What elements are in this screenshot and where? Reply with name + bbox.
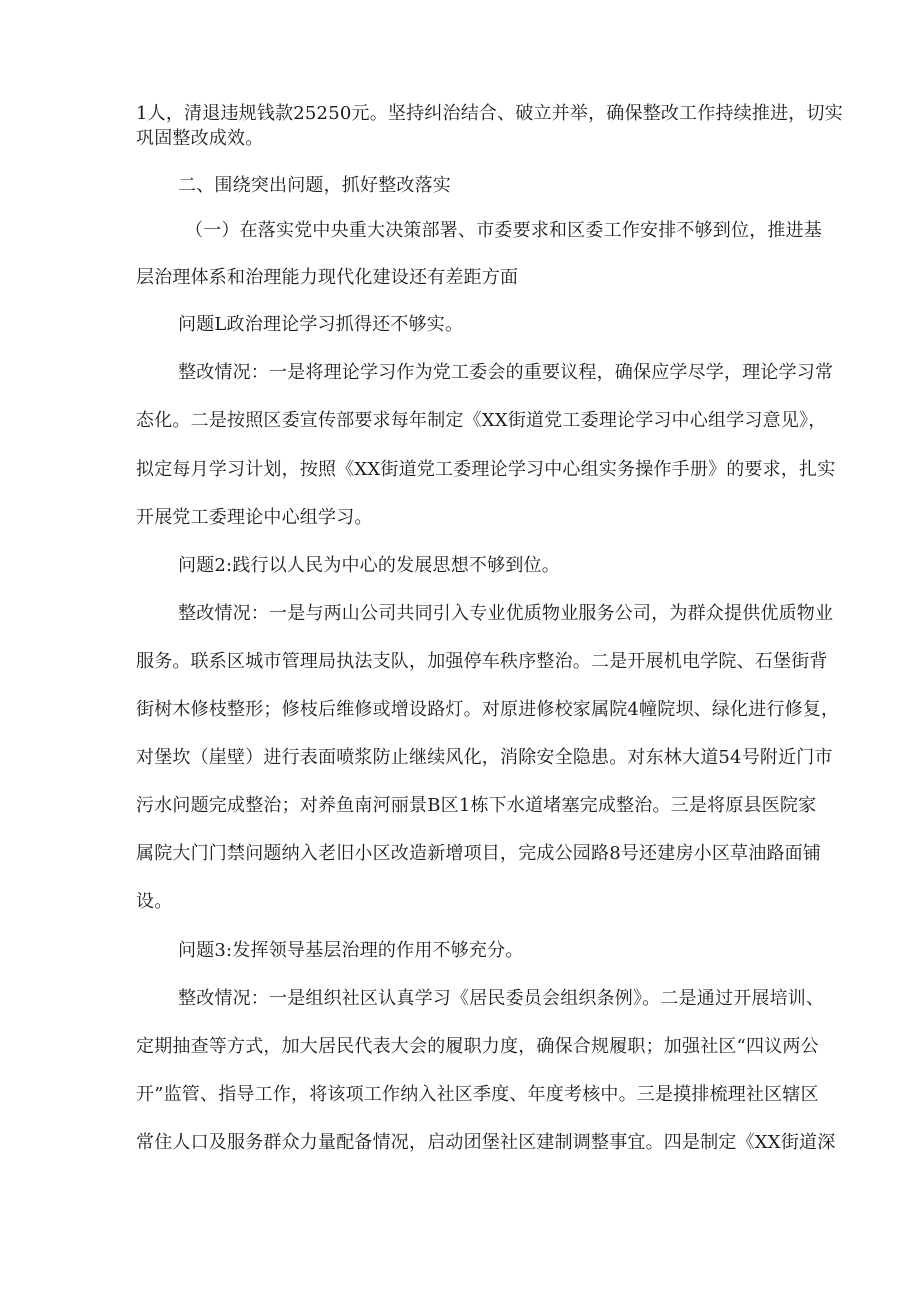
paragraph-line: 属院大门门禁问题纳入老旧小区改造新增项目，完成公园路8号还建房小区草油路面铺	[136, 843, 822, 864]
paragraph-line: 1人，清退违规钱款25250元。坚持纠治结合、破立并举，确保整改工作持续推进，切实	[136, 103, 843, 124]
paragraph-line: 开”监管、指导工作，将该项工作纳入社区季度、年度考核中。三是摸排梳理社区辖区	[136, 1084, 819, 1105]
paragraph-line: 对堡坎（崖壁）进行表面喷浆防止继续风化，消除安全隐患。对东林大道54号附近门市	[136, 747, 833, 768]
paragraph-line: 巩固整改成效。	[136, 128, 264, 149]
paragraph-line: 拟定每月学习计划，按照《XX街道党工委理论学习中心组实务操作手册》的要求，扎实	[136, 459, 836, 480]
paragraph-line: 整改情况：一是与两山公司共同引入专业优质物业服务公司，为群众提供优质物业	[178, 603, 834, 624]
paragraph-line: 街树木修枝整形；修枝后维修或增设路灯。对原进修校家属院4幢院坝、绿化进行修复，	[136, 699, 840, 720]
problem-title: 问题2:践行以人民为中心的发展思想不够到位。	[178, 555, 560, 576]
paragraph-line: 开展党工委理论中心组学习。	[136, 507, 373, 528]
paragraph-line: 污水问题完成整治；对养鱼南河丽景B区1栋下水道堵塞完成整治。三是将原县医院家	[136, 795, 817, 816]
section-heading: 二、围绕突出问题，抓好整改落实	[178, 175, 451, 196]
paragraph-line: 态化。二是按照区委宣传部要求每年制定《XX街道党工委理论学习中心组学习意见》，	[136, 410, 827, 431]
paragraph-line: 整改情况：一是组织社区认真学习《居民委员会组织条例》。二是通过开展培训、	[178, 988, 825, 1009]
subsection-heading: 层治理体系和治理能力现代化建设还有差距方面	[136, 267, 519, 288]
paragraph-line: 设。	[136, 891, 173, 912]
problem-title: 问题3:发挥领导基层治理的作用不够充分。	[178, 940, 524, 961]
problem-title: 问题L政治理论学习抓得还不够实。	[178, 314, 464, 335]
paragraph-line: 服务。联系区城市管理局执法支队，加强停车秩序整治。二是开展机电学院、石堡街背	[136, 651, 828, 672]
paragraph-line: 定期抽查等方式，加大居民代表大会的履职力度，确保合规履职；加强社区“四议两公	[136, 1036, 819, 1057]
paragraph-line: 整改情况：一是将理论学习作为党工委会的重要议程，确保应学尽学，理论学习常	[178, 362, 834, 383]
subsection-heading: （一）在落实党中央重大决策部署、市委要求和区委工作安排不够到位，推进基	[185, 220, 822, 241]
paragraph-line: 常住人口及服务群众力量配备情况，启动团堡社区建制调整事宜。四是制定《XX街道深	[136, 1132, 836, 1153]
